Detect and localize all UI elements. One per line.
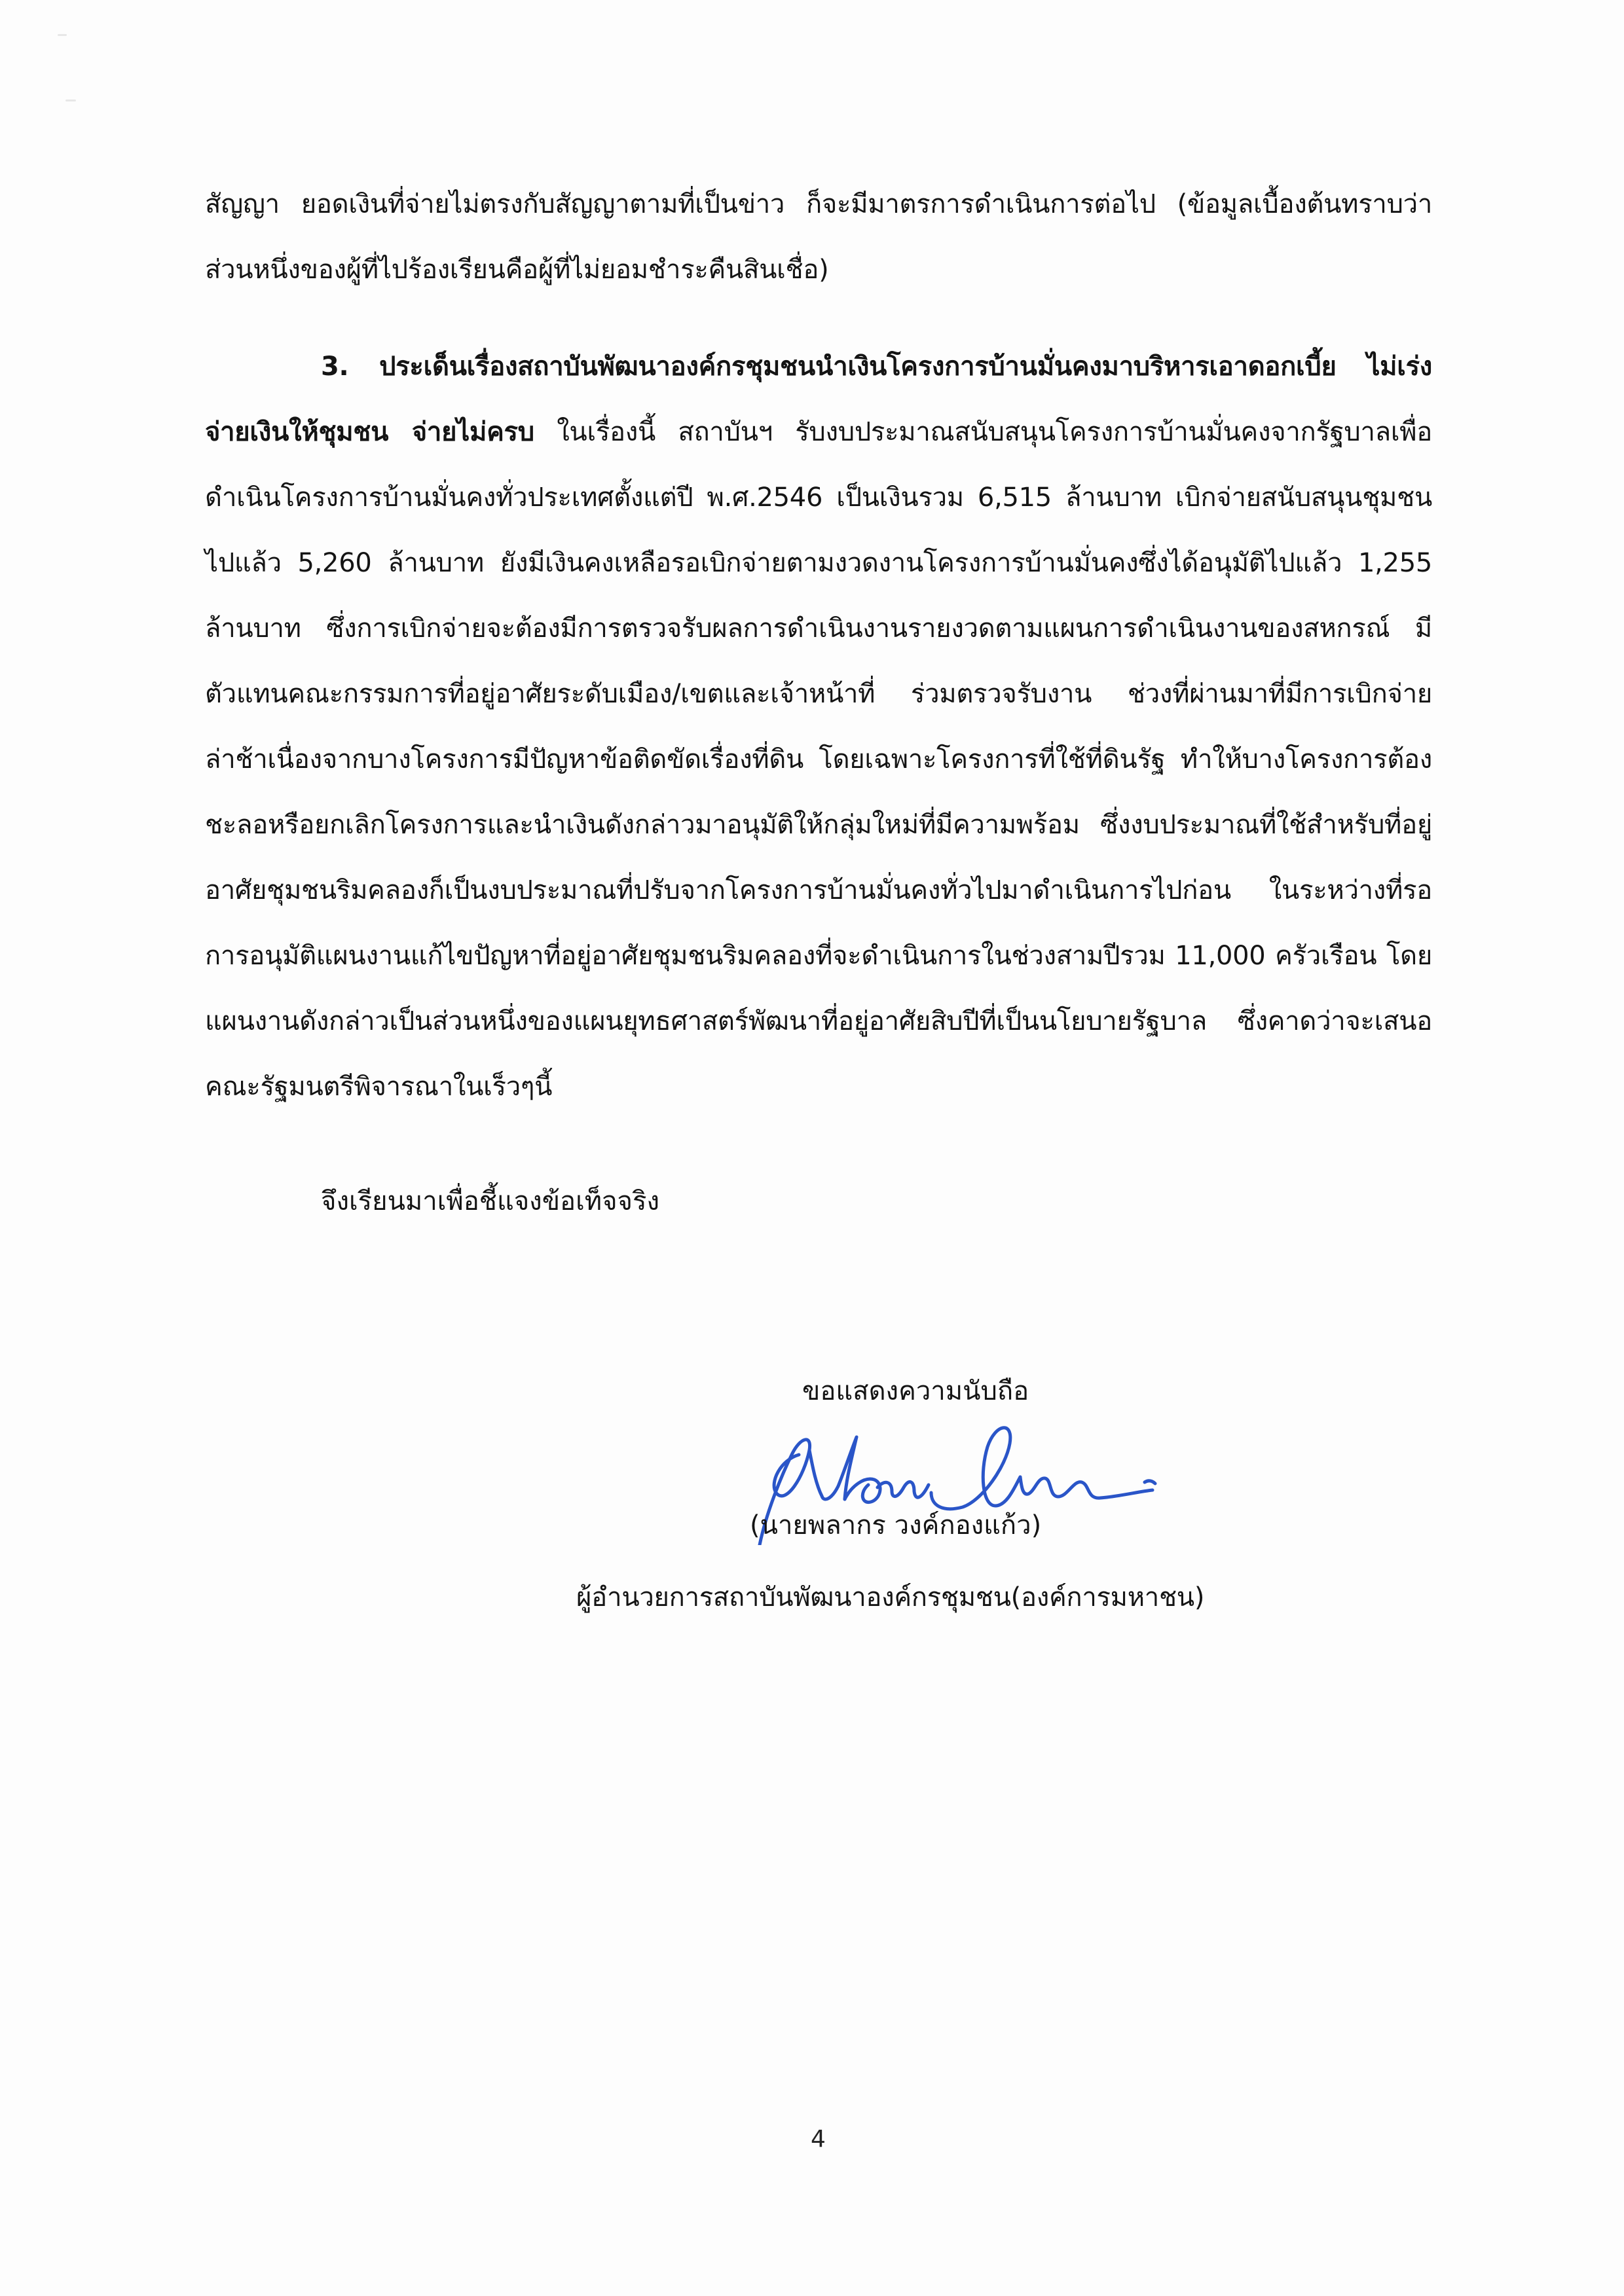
handwritten-signature-icon	[747, 1414, 1205, 1545]
scan-artifact	[65, 100, 76, 101]
page-number: 4	[811, 2126, 826, 2153]
paragraph-continuation	[205, 172, 1432, 302]
scan-artifact	[58, 34, 67, 36]
closing-statement: จึงเรียนมาเพื่อชี้แจงข้อเท็จจริง	[321, 1186, 659, 1216]
paragraph-text: ในเรื่องนี้ สถาบันฯ รับงบประมาณสนับสนุนโครงการบ้านมั่นคงจากรัฐบาลเพื่อดำเนินโครงการบ้านมั่นคงทั่วประเทศตั้งแต่ปี พ.ศ.2546 เป็นเงินรวม 6,515 ล้านบาท เบิกจ่ายสนับสนุนชุมชนไปแล้ว 5,260 ล้านบาท ยังมีเงินคงเหลือรอเบิกจ่ายตามงวดงานโครงการบ้านมั่นคงซึ่งได้อนุมัติไปแล้ว 1,255 ล้านบาท ซึ่งการเบิกจ่ายจะต้องมีการตรวจรับผลการดำเนินงานรายงวดตามแผนการดำเนินงานของสหกรณ์ มีตัวแทนคณะกรรมการที่อยู่อาศัยระดับเมือง/เขตและเจ้าหน้าที่ ร่วมตรวจรับงาน ช่วงที่ผ่านมาที่มีการเบิกจ่ายล่าช้าเนื่องจากบางโครงการมีปัญหาข้อติดขัดเรื่องที่ดิน โดยเฉพาะโครงการที่ใช้ที่ดินรัฐ ทำให้บางโครงการต้องชะลอหรือยกเลิกโครงการและนำเงินดังกล่าวมาอนุมัติให้กลุ่มใหม่ที่มีความพร้อม ซึ่งงบประมาณที่ใช้สำหรับที่อยู่อาศัยชุมชนริมคลองก็เป็นงบประมาณที่ปรับจากโครงการบ้านมั่นคงทั่วไปมาดำเนินการไปก่อน ในระหว่างที่รอการอนุมัติแผนงานแก้ไขปัญหาที่อยู่อาศัยชุมชนริมคลองที่จะดำเนินการในช่วงสามปีรวม 11,000 ครัวเรือน โดยแผนงานดังกล่าวเป็นส่วนหนึ่งของแผนยุทธศาสตร์พัฒนาที่อยู่อาศัยสิบปีที่เป็นนโยบายรัฐบาล ซึ่งคาดว่าจะเสนอคณะรัฐมนตรีพิจารณาในเร็วๆนี้	[205, 417, 1432, 1102]
signer-name: (นายพลากร วงค์กองแก้ว)	[750, 1510, 1042, 1540]
regards-text: ขอแสดงความนับถือ	[802, 1376, 1029, 1406]
signer-title: ผู้อำนวยการสถาบันพัฒนาองค์กรชุมชน(องค์การมหาชน)	[576, 1582, 1205, 1613]
paragraph-text: สัญญา ยอดเงินที่จ่ายไม่ตรงกับสัญญาตามที่เป็นข่าว ก็จะมีมาตรการดำเนินการต่อไป (ข้อมูลเบื้องต้นทราบว่าส่วนหนึ่งของผู้ที่ไปร้องเรียนคือผู้ที่ไม่ยอมชำระคืนสินเชื่อ)	[205, 189, 1432, 285]
section-3-heading: 3. ประเด็นเรื่องสถาบันพัฒนาองค์กรชุมชนนำเงินโครงการบ้านมั่นคงมาบริหารเอาดอกเบี้ย ไม่เร่งจ่ายเงินให้ชุมชน จ่ายไม่ครบ	[205, 352, 1432, 447]
paragraph-section-3	[205, 334, 1432, 1120]
